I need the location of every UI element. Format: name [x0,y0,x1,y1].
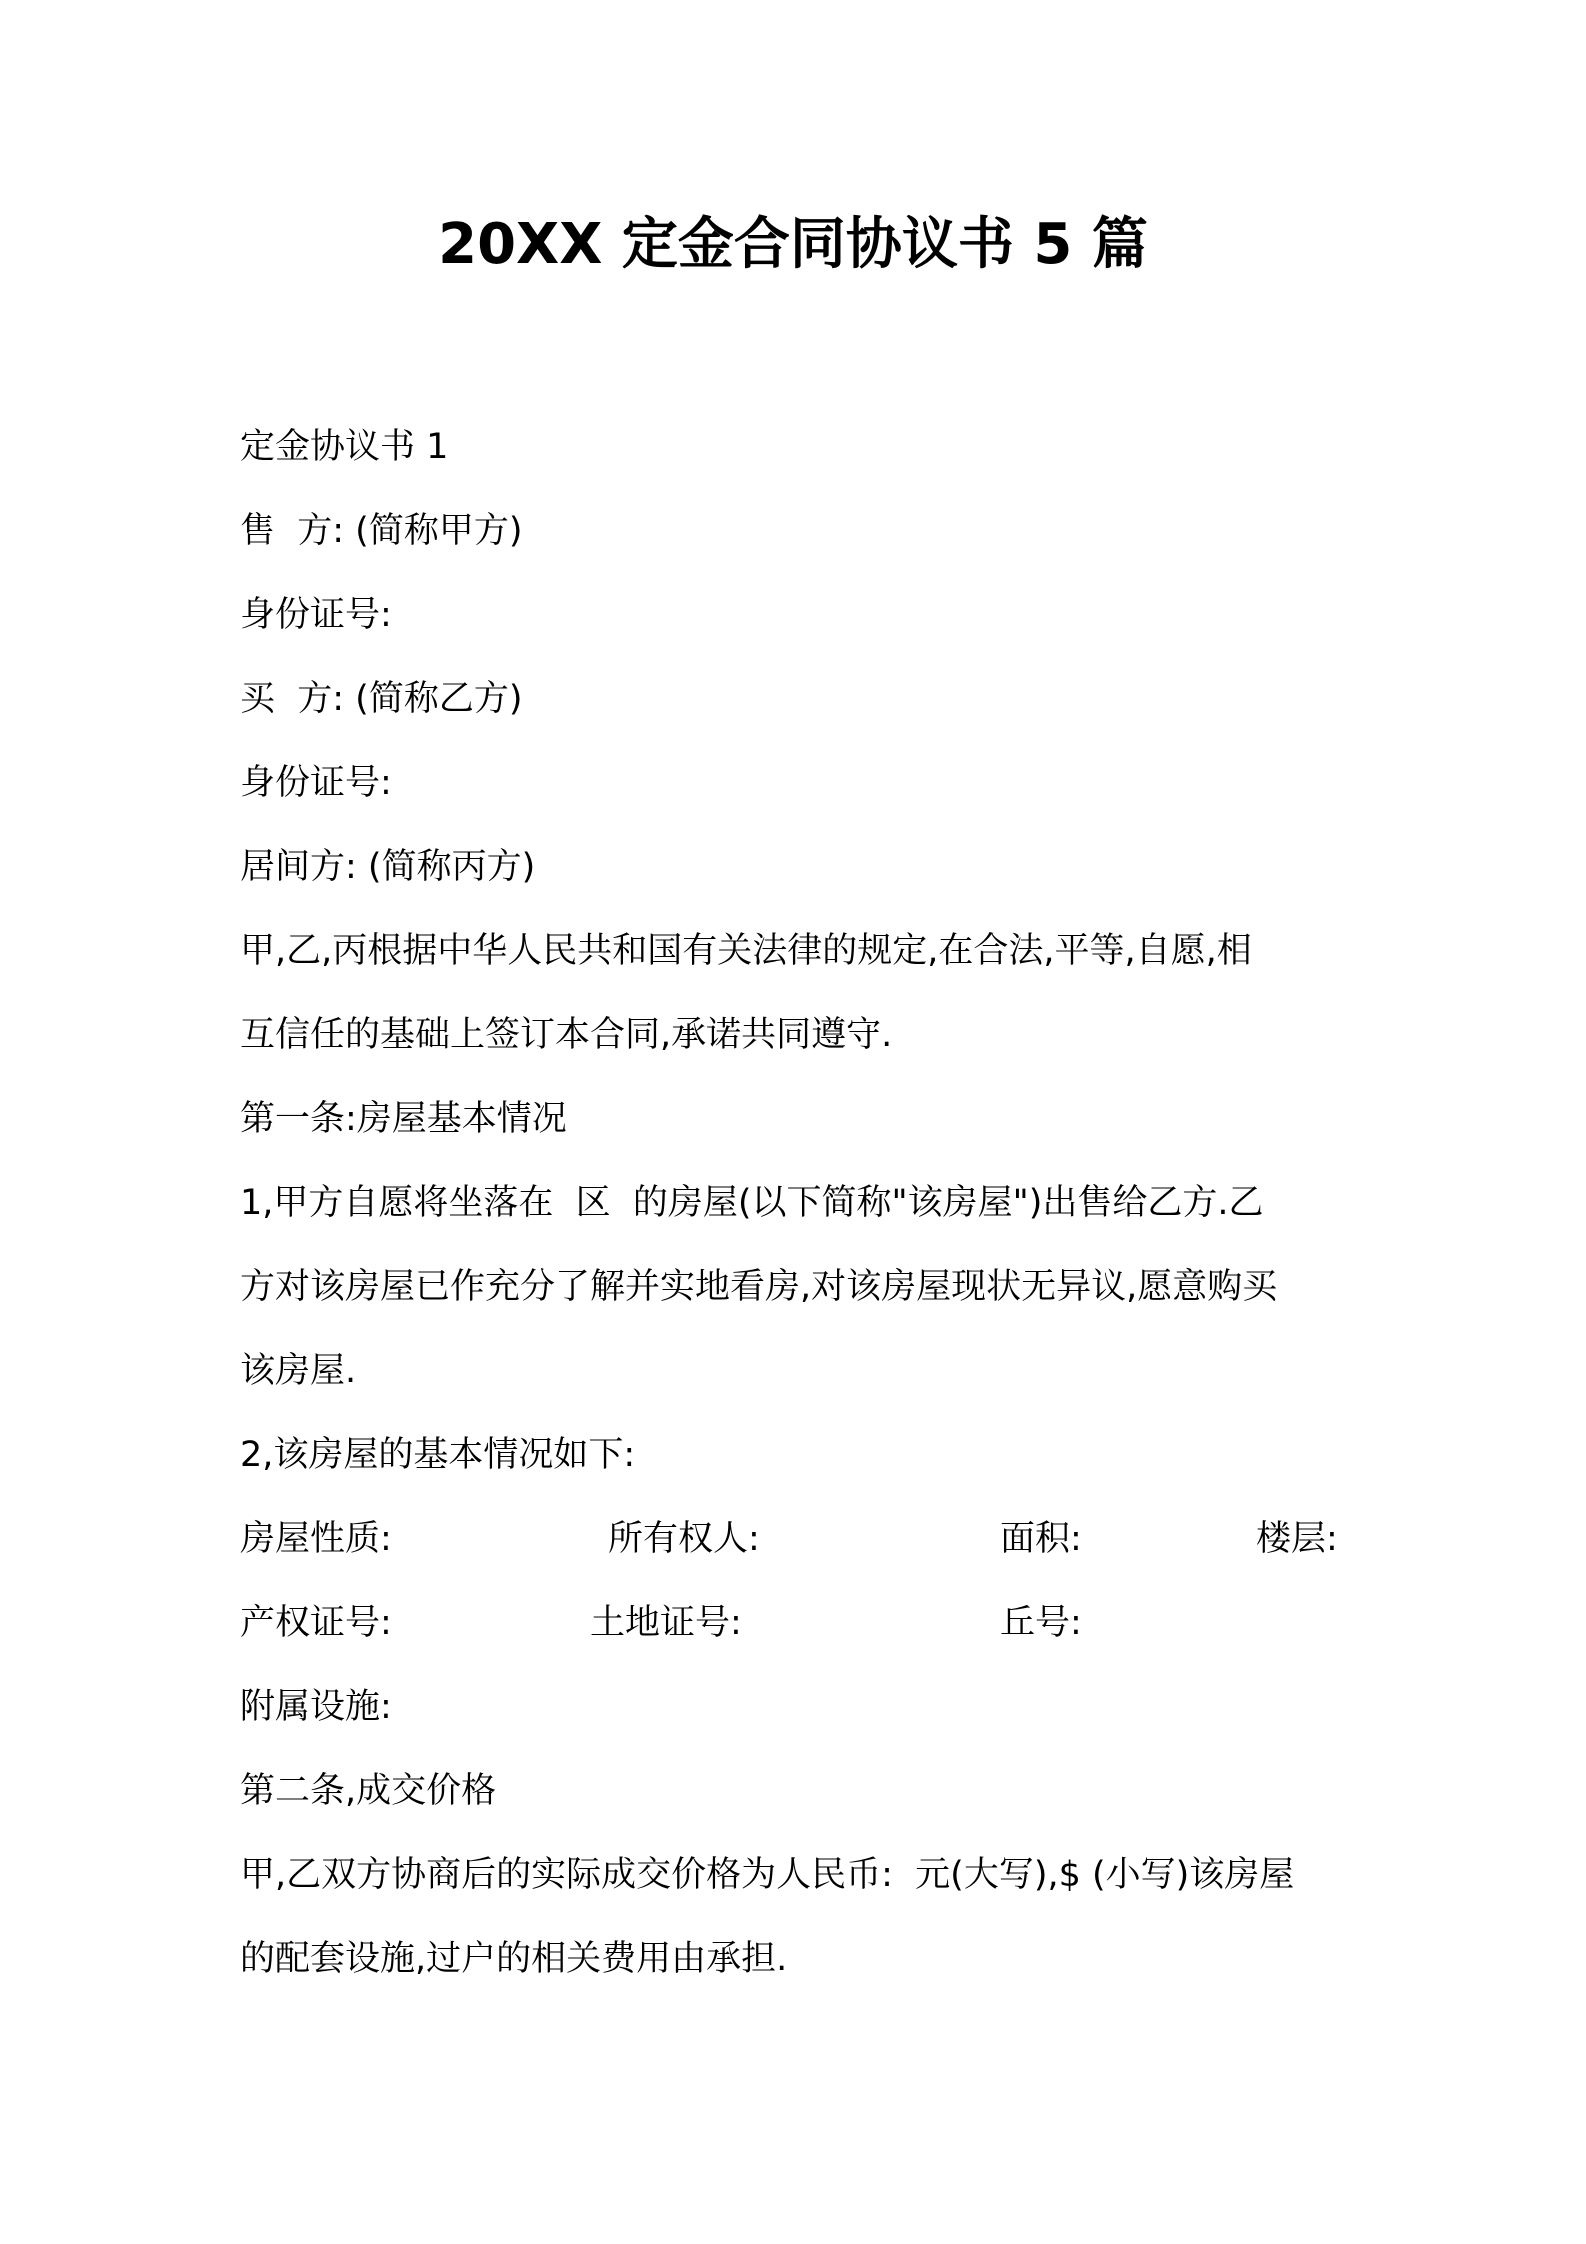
property-nature-label: 房屋性质: [240,1519,392,1559]
section-heading: 定金协议书 1 [240,427,449,467]
facilities-line: 附属设施: [240,1687,392,1727]
intermediary-line: 居间方: (简称丙方) [240,847,536,887]
paragraph-line: 方对该房屋已作充分了解并实地看房,对该房屋现状无异议,愿意购买 [240,1267,1278,1307]
paragraph-line: 2,该房屋的基本情况如下: [240,1435,636,1475]
land-cert-label: 土地证号: [590,1603,742,1643]
paragraph-line: 该房屋. [240,1351,357,1391]
property-cert-label: 产权证号: [240,1603,392,1643]
buyer-id-line: 身份证号: [240,763,392,803]
paragraph-line: 1,甲方自愿将坐落在 区 的房屋(以下简称"该房屋")出售给乙方.乙 [240,1183,1264,1223]
seller-line: 售 方: (简称甲方) [240,511,523,551]
property-owner-label: 所有权人: [608,1519,760,1559]
plot-number-label: 丘号: [1000,1603,1082,1643]
article-heading: 第一条:房屋基本情况 [240,1099,567,1139]
buyer-line: 买 方: (简称乙方) [240,679,523,719]
document-title: 20XX 定金合同协议书 5 篇 [438,212,1148,277]
property-info-row-1 [240,1497,1360,1581]
document-body [240,405,1360,2001]
seller-id-line: 身份证号: [240,595,392,635]
property-area-label: 面积: [1000,1519,1082,1559]
paragraph-line: 互信任的基础上签订本合同,承诺共同遵守. [240,1015,893,1055]
article-heading: 第二条,成交价格 [240,1771,497,1811]
paragraph-line: 甲,乙双方协商后的实际成交价格为人民币: 元(大写),$ (小写)该房屋 [240,1855,1295,1895]
paragraph-line: 的配套设施,过户的相关费用由承担. [240,1939,788,1979]
paragraph-line: 甲,乙,丙根据中华人民共和国有关法律的规定,在合法,平等,自愿,相 [240,931,1252,971]
property-info-row-2 [240,1581,1360,1665]
property-floor-label: 楼层: [1256,1519,1338,1559]
